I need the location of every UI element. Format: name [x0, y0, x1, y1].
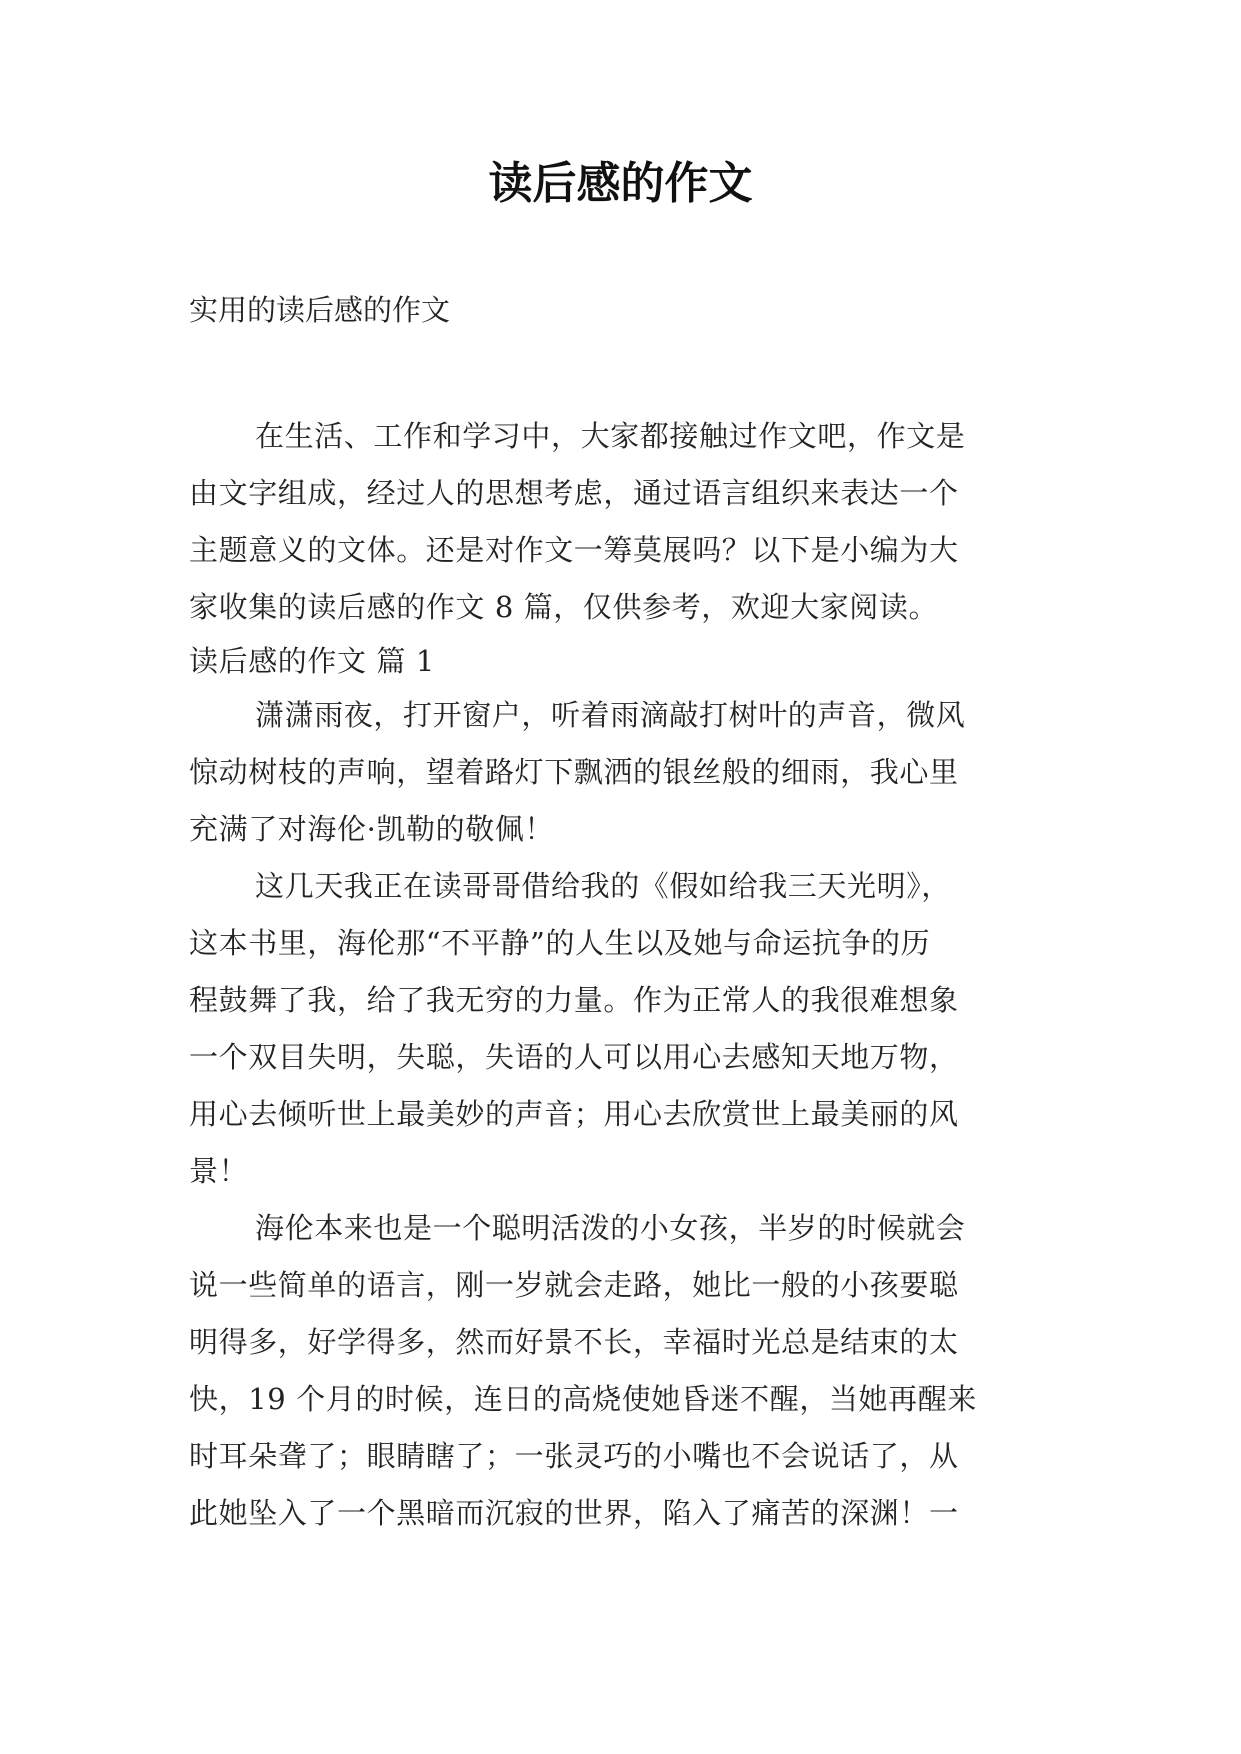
text-line: 由文字组成，经过人的思想考虑，通过语言组织来表达一个 [189, 476, 959, 510]
text-line: 用心去倾听世上最美妙的声音；用心去欣赏世上最美丽的风 [189, 1097, 959, 1131]
text-line: 潇潇雨夜，打开窗户，听着雨滴敲打树叶的声音，微风 [255, 698, 966, 732]
text-line: 充满了对海伦·凯勒的敬佩！ [189, 812, 555, 846]
text-line: 在生活、工作和学习中，大家都接触过作文吧，作文是 [255, 419, 966, 453]
document-body [189, 408, 1069, 1542]
text-line: 主题意义的文体。还是对作文一筹莫展吗？以下是小编为大 [189, 533, 959, 567]
text-line: 明得多，好学得多，然而好景不长，幸福时光总是结束的太 [189, 1325, 959, 1359]
text-line: 一个双目失明，失聪，失语的人可以用心去感知天地万物， [189, 1040, 959, 1074]
text-line: 家收集的读后感的作文 8 篇，仅供参考，欢迎大家阅读。 [189, 590, 939, 624]
section-heading: 读后感的作文 篇 1 [189, 644, 435, 678]
text-line: 这本书里，海伦那“不平静”的人生以及她与命运抗争的历 [189, 926, 931, 960]
text-line: 快，19 个月的时候，连日的高烧使她昏迷不醒，当她再醒来 [189, 1382, 977, 1416]
text-line: 景！ [189, 1154, 249, 1188]
text-line: 海伦本来也是一个聪明活泼的小女孩，半岁的时候就会 [255, 1211, 966, 1245]
text-line: 说一些简单的语言，刚一岁就会走路，她比一般的小孩要聪 [189, 1268, 959, 1302]
document-title: 读后感的作文 [488, 158, 753, 209]
document-subtitle: 实用的读后感的作文 [189, 293, 451, 327]
text-line: 程鼓舞了我，给了我无穷的力量。作为正常人的我很难想象 [189, 983, 959, 1017]
text-line: 惊动树枝的声响，望着路灯下飘洒的银丝般的细雨，我心里 [189, 755, 959, 789]
text-line: 此她坠入了一个黑暗而沉寂的世界，陷入了痛苦的深渊！一 [189, 1496, 959, 1530]
text-line: 这几天我正在读哥哥借给我的《假如给我三天光明》， [255, 869, 951, 903]
text-line: 时耳朵聋了；眼睛瞎了；一张灵巧的小嘴也不会说话了，从 [189, 1439, 959, 1473]
